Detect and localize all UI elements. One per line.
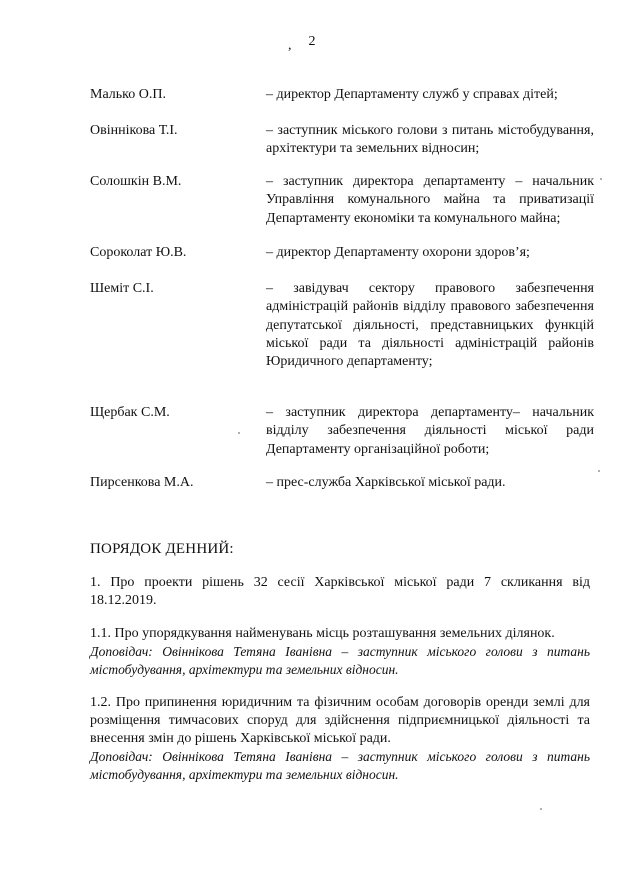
attendee-name: Солошкін В.М. [90, 174, 182, 189]
attendee-role: – прес-служба Харківської міської ради. [266, 475, 506, 490]
agenda-item [90, 574, 590, 610]
attendee-role: – завідувач сектору правового забезпечення адміністрацій районів відділу правового забезпечення депутатської діяльності, представницьких функцій міської ради та діяльності адміністрацій районів Юридичного департаменту; [266, 281, 594, 370]
agenda-item-speaker: Доповідач: Овіннікова Тетяна Іванівна – заступник міського голови з питань містобудування, архітектури та земельних відносин. [90, 749, 590, 782]
agenda-item-text: 1.2. Про припинення юридичним та фізичним особам договорів оренди землі для розміщення тимчасових споруд для здійснення підприємницької діяльності та внесення змін до рішень Харківської міської ради. [90, 695, 590, 746]
scan-speck [238, 432, 240, 434]
agenda-item-speaker: Доповідач: Овіннікова Тетяна Іванівна – заступник міського голови з питань містобудування, архітектури та земельних відносин. [90, 644, 590, 677]
page-number: 2 [308, 34, 316, 49]
agenda-item-text: 1. Про проекти рішень 32 сесії Харківської міської ради 7 скликання від 18.12.2019. [90, 575, 590, 608]
stray-mark: , [288, 38, 292, 53]
agenda-item [90, 694, 590, 783]
attendee-name: Шеміт С.І. [90, 281, 154, 296]
attendee-name: Сороколат Ю.В. [90, 245, 187, 260]
agenda-item-text: 1.1. Про упорядкування найменувань місць розташування земельних ділянок. [90, 626, 555, 641]
scan-speck [540, 808, 542, 810]
agenda-heading: ПОРЯДОК ДЕННИЙ: [90, 541, 234, 557]
attendee-role: – директор Департаменту охорони здоров’я; [266, 245, 530, 260]
agenda-item [90, 625, 590, 678]
attendee-role: – заступник міського голови з питань містобудування, архітектури та земельних відносин; [266, 123, 594, 157]
attendee-name: Овіннікова Т.І. [90, 123, 178, 138]
attendee-role: – заступник директора департаменту – начальник Управління комунального майна та приватизації Департаменту економіки та комунального майна; [266, 174, 594, 226]
scan-speck [600, 178, 602, 180]
attendee-role: – директор Департаменту служб у справах дітей; [266, 87, 558, 102]
attendee-role: – заступник директора департаменту– начальник відділу забезпечення діяльності міської ради Департаменту організаційної роботи; [266, 405, 594, 457]
attendee-name: Щербак С.М. [90, 405, 170, 420]
scan-speck [598, 470, 600, 472]
attendee-name: Пирсенкова М.А. [90, 475, 194, 490]
attendee-name: Малько О.П. [90, 87, 166, 102]
